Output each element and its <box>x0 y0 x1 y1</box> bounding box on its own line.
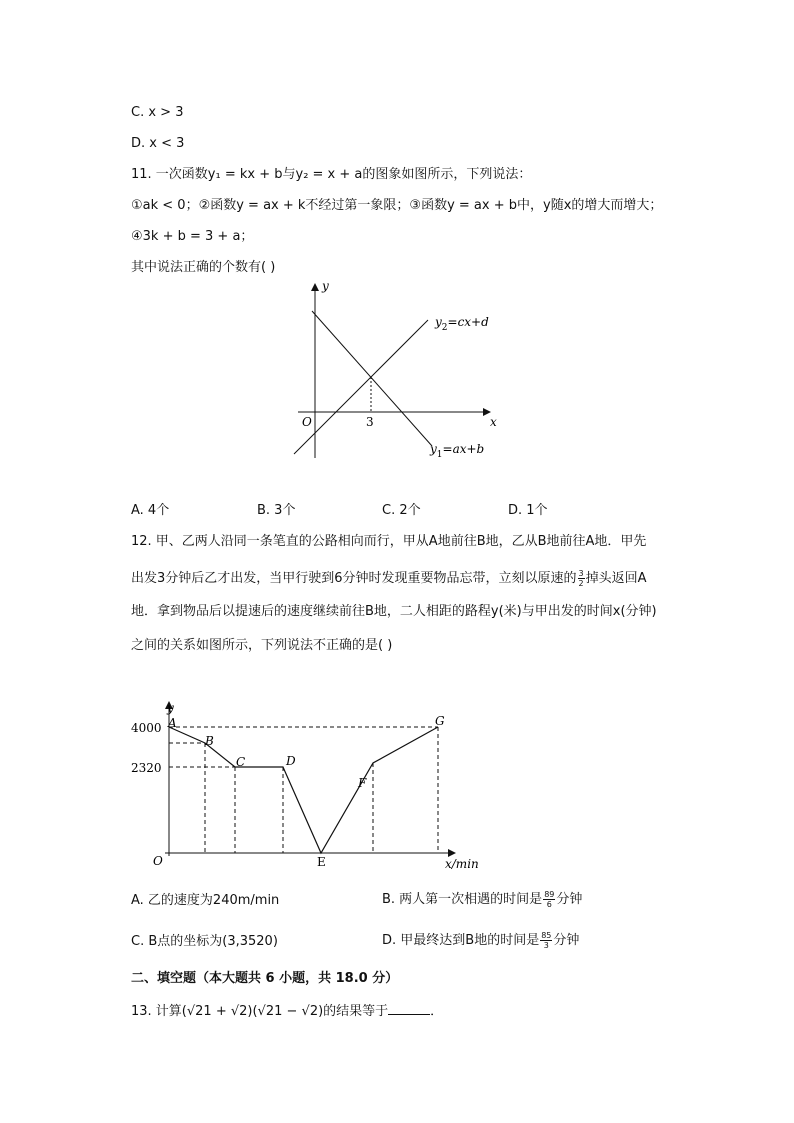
q12-line-2-a: 出发3分钟后乙才出发，当甲行驶到6分钟时发现重要物品忘带，立刻以原速的 <box>131 571 577 586</box>
q12-option-d-fraction: $\frac{85}{3}$ <box>541 931 552 950</box>
q11-statements-1: ①ak < 0；②函数y = ax + k不经过第一象限；③函数y = ax + b中，y随x的增大而增大； <box>131 198 663 213</box>
q12-option-d: D. 甲最终达到B地的时间是 $\frac{85}{3}$ 分钟 <box>382 931 580 950</box>
q11-question: 其中说法正确的个数有( ) <box>131 260 276 275</box>
option-c-prev: C. x > 3 <box>131 105 184 120</box>
q12-line-4: 之间的关系如图所示，下列说法不正确的是( ) <box>131 638 393 653</box>
q12-point-b: B <box>205 734 214 748</box>
q11-y-label: y <box>322 279 329 293</box>
q12-graph <box>125 698 500 878</box>
q11-option-d: D. 1个 <box>508 503 548 518</box>
q12-point-c: C <box>236 755 246 769</box>
q11-statements-2: ④3k + b = 3 + a； <box>131 229 254 244</box>
q12-speed-fraction: $\frac{3}{2}$ <box>578 569 584 588</box>
q12-option-b-fraction: $\frac{89}{6}$ <box>544 890 555 909</box>
q12-line-2-b: 掉头返回A <box>585 571 647 586</box>
q12-line-1: 12. 甲、乙两人沿同一条笔直的公路相向而行，甲从A地前往B地，乙从B地前往A地．甲先 <box>131 534 647 549</box>
q11-option-b: B. 3个 <box>257 503 296 518</box>
q11-y1-label: $y_1=ax+b$ <box>430 442 485 460</box>
q11-option-c: C. 2个 <box>382 503 421 518</box>
q12-x-label: x/min <box>445 857 479 871</box>
q11-graph <box>280 276 520 472</box>
q11-x-mark: 3 <box>366 415 374 429</box>
q12-option-b: B. 两人第一次相遇的时间是 $\frac{89}{6}$ 分钟 <box>382 890 583 909</box>
q11-x-label: x <box>490 415 497 429</box>
q11-option-a: A. 4个 <box>131 503 170 518</box>
q12-y-label: y <box>167 701 174 715</box>
q12-option-a: A. 乙的速度为240m/min <box>131 893 280 908</box>
q12-line-2 <box>131 569 647 588</box>
q12-y-tick-4000: 4000 <box>131 721 162 735</box>
q13-answer-blank[interactable] <box>388 1002 430 1015</box>
q12-origin-label: O <box>153 854 163 868</box>
q12-point-g: G <box>435 714 445 728</box>
q12-point-e: E <box>317 855 326 869</box>
option-d-prev: D. x < 3 <box>131 136 185 151</box>
q11-line-y2 <box>294 320 428 454</box>
q11-stem: 11. 一次函数y₁ = kx + b与y₂ = x + a的图象如图所示，下列说法： <box>131 167 532 182</box>
q12-point-f: F <box>358 776 367 790</box>
q12-point-d: D <box>286 754 296 768</box>
q11-origin-label: O <box>302 415 312 429</box>
q11-y2-label: $y_2=cx+d$ <box>435 315 489 333</box>
q12-line-3: 地．拿到物品后以提速后的速度继续前往B地，二人相距的路程y(米)与甲出发的时间x(分钟) <box>131 604 657 619</box>
q13-text: 13. 计算(√21 + √2)(√21 − √2)的结果等于 ． <box>131 1004 444 1019</box>
q12-y-tick-2320: 2320 <box>131 761 162 775</box>
q12-point-a: A <box>168 716 177 730</box>
q12-option-c: C. B点的坐标为(3,3520) <box>131 934 278 949</box>
section-2-heading: 二、填空题（本大题共 6 小题，共 18.0 分） <box>131 971 399 986</box>
